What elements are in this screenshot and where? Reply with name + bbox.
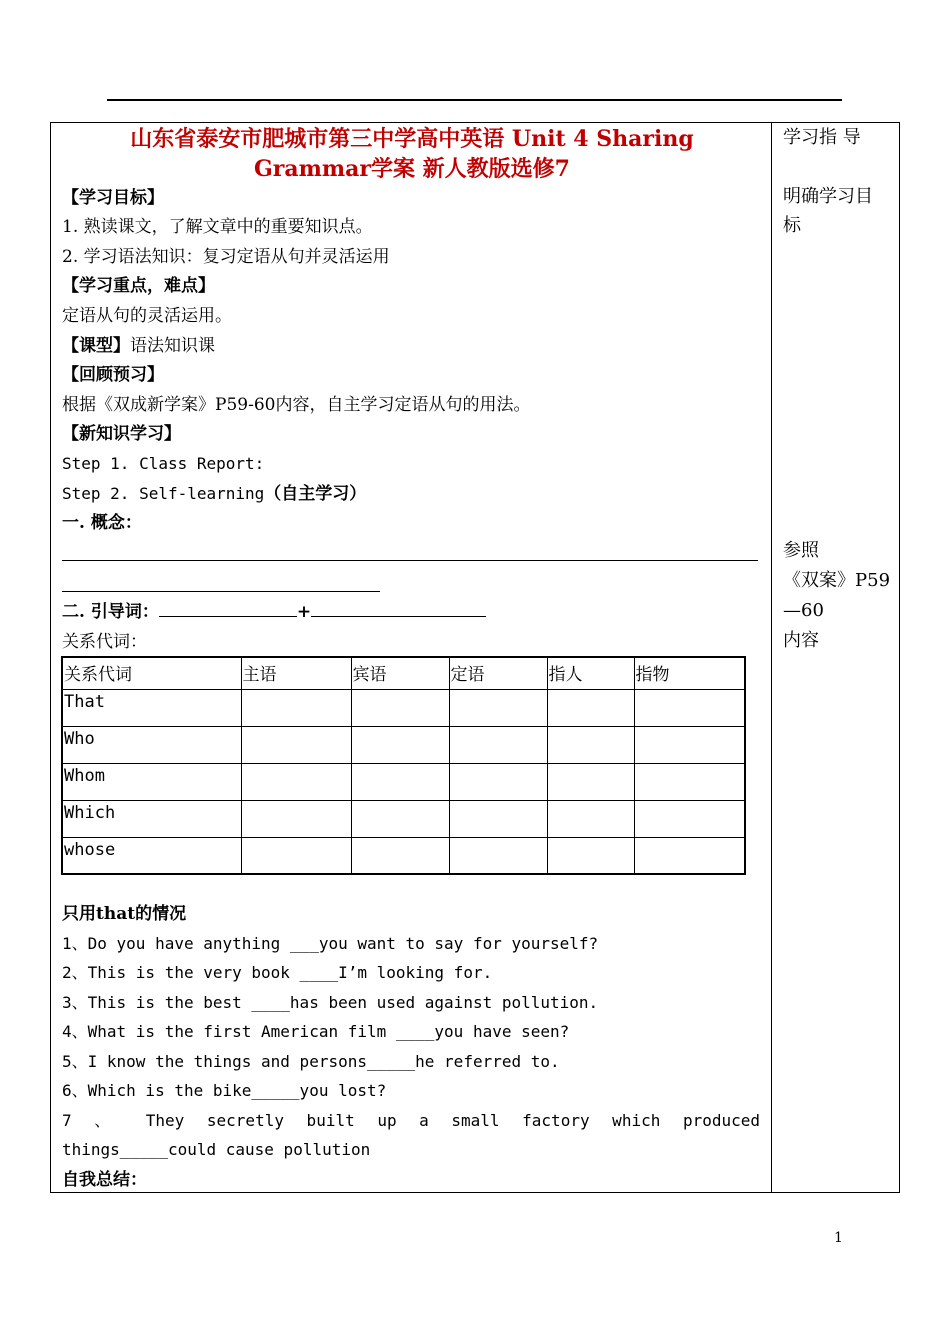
table-cell[interactable] <box>547 763 634 800</box>
table-header-cell: 指物 <box>634 657 745 689</box>
sidebar-reference-line-1: 参照 <box>783 540 819 561</box>
table-header-cell: 定语 <box>449 657 547 689</box>
concept-answer-line-2 <box>62 591 380 592</box>
table-row-label: That <box>62 689 241 726</box>
table-cell[interactable] <box>449 689 547 726</box>
table-row <box>62 726 745 763</box>
table-row <box>62 800 745 837</box>
table-row-label: Whom <box>62 763 241 800</box>
guide-words <box>62 600 486 624</box>
column-divider <box>771 122 772 1193</box>
exercise-4: 4、What is the first American film ____you have seen? <box>62 1022 570 1041</box>
that-only-heading: 只用that的情况 <box>62 904 187 924</box>
review-heading: 【回顾预习】 <box>62 365 164 385</box>
table-cell[interactable] <box>634 763 745 800</box>
table-cell[interactable] <box>241 726 351 763</box>
table-cell[interactable] <box>351 726 449 763</box>
table-cell[interactable] <box>634 689 745 726</box>
table-cell[interactable] <box>547 837 634 874</box>
table-cell[interactable] <box>449 763 547 800</box>
table-cell[interactable] <box>351 837 449 874</box>
concept-label: 一. 概念： <box>62 513 142 533</box>
table-row <box>62 689 745 726</box>
table-header-cell: 宾语 <box>351 657 449 689</box>
table-cell[interactable] <box>449 800 547 837</box>
guide-label: 二. 引导词： <box>62 602 159 622</box>
goals-heading: 【学习目标】 <box>62 188 164 208</box>
sidebar-reference-line-4: 内容 <box>783 630 819 651</box>
lesson-type-heading: 【课型】 <box>62 336 130 356</box>
table-cell[interactable] <box>547 800 634 837</box>
new-knowledge-heading: 【新知识学习】 <box>62 424 181 444</box>
exercise-5: 5、I know the things and persons_____he referred to. <box>62 1052 560 1071</box>
table-cell[interactable] <box>241 837 351 874</box>
table-cell[interactable] <box>351 689 449 726</box>
guide-blank-1[interactable] <box>159 600 297 617</box>
table-cell[interactable] <box>449 837 547 874</box>
table-header-row <box>62 657 745 689</box>
step-1: Step 1. Class Report: <box>62 454 265 473</box>
table-row-label: Who <box>62 726 241 763</box>
step-2-note: （自主学习） <box>264 484 367 504</box>
goal-2: 2. 学习语法知识：复习定语从句并灵活运用 <box>62 247 390 267</box>
exercise-1: 1、Do you have anything ___you want to say for yourself? <box>62 934 599 953</box>
header-rule <box>107 99 842 101</box>
page-number: 1 <box>834 1230 843 1246</box>
table-cell[interactable] <box>547 726 634 763</box>
sidebar-guide-heading: 学习指 导 <box>783 127 861 148</box>
sidebar-goal-line-1: 明确学习目 <box>783 186 873 207</box>
lesson-type-text: 语法知识课 <box>130 336 215 356</box>
table-row <box>62 837 745 874</box>
goal-1: 1. 熟读课文，了解文章中的重要知识点。 <box>62 217 373 237</box>
key-points-heading: 【学习重点，难点】 <box>62 276 215 296</box>
review-text: 根据《双成新学案》P59-60内容，自主学习定语从句的用法。 <box>62 395 531 415</box>
concept-answer-line-1 <box>62 560 758 561</box>
sidebar-reference-line-2: 《双案》P59 <box>783 570 891 591</box>
exercise-7-line-1: 7 、 They secretly built up a small factory which produced <box>62 1111 760 1130</box>
table-cell[interactable] <box>241 689 351 726</box>
guide-plus: + <box>296 602 312 622</box>
sidebar-goal-line-2: 标 <box>783 215 801 236</box>
table-header-cell: 指人 <box>547 657 634 689</box>
table-row-label: whose <box>62 837 241 874</box>
lesson-type <box>62 334 215 358</box>
table-header-cell: 主语 <box>241 657 351 689</box>
step-2 <box>62 482 366 506</box>
table-cell[interactable] <box>634 800 745 837</box>
exercise-7-line-2: things_____could cause pollution <box>62 1140 371 1159</box>
document-title-line1: 山东省泰安市肥城市第三中学高中英语 Unit 4 Sharing <box>130 126 694 152</box>
self-summary-label: 自我总结： <box>62 1170 147 1190</box>
sidebar-reference-line-3: —60 <box>783 600 824 621</box>
table-row-label: Which <box>62 800 241 837</box>
rel-pronoun-label: 关系代词： <box>62 632 147 652</box>
table-cell[interactable] <box>449 726 547 763</box>
key-points-text: 定语从句的灵活运用。 <box>62 306 232 326</box>
table-row <box>62 763 745 800</box>
exercise-6: 6、Which is the bike_____you lost? <box>62 1081 387 1100</box>
exercise-3: 3、This is the best ____has been used against pollution. <box>62 993 599 1012</box>
table-cell[interactable] <box>351 800 449 837</box>
relative-pronoun-table <box>61 656 746 875</box>
document-title-line2: Grammar学案 新人教版选修7 <box>253 156 570 182</box>
table-cell[interactable] <box>634 726 745 763</box>
table-cell[interactable] <box>241 800 351 837</box>
table-cell[interactable] <box>241 763 351 800</box>
table-cell[interactable] <box>634 837 745 874</box>
step-2-label: Step 2. Self-learning <box>62 484 265 503</box>
exercise-2: 2、This is the very book ____I’m looking for. <box>62 963 493 982</box>
table-header-cell: 关系代词 <box>62 657 241 689</box>
table-cell[interactable] <box>547 689 634 726</box>
guide-blank-2[interactable] <box>311 600 486 617</box>
table-cell[interactable] <box>351 763 449 800</box>
